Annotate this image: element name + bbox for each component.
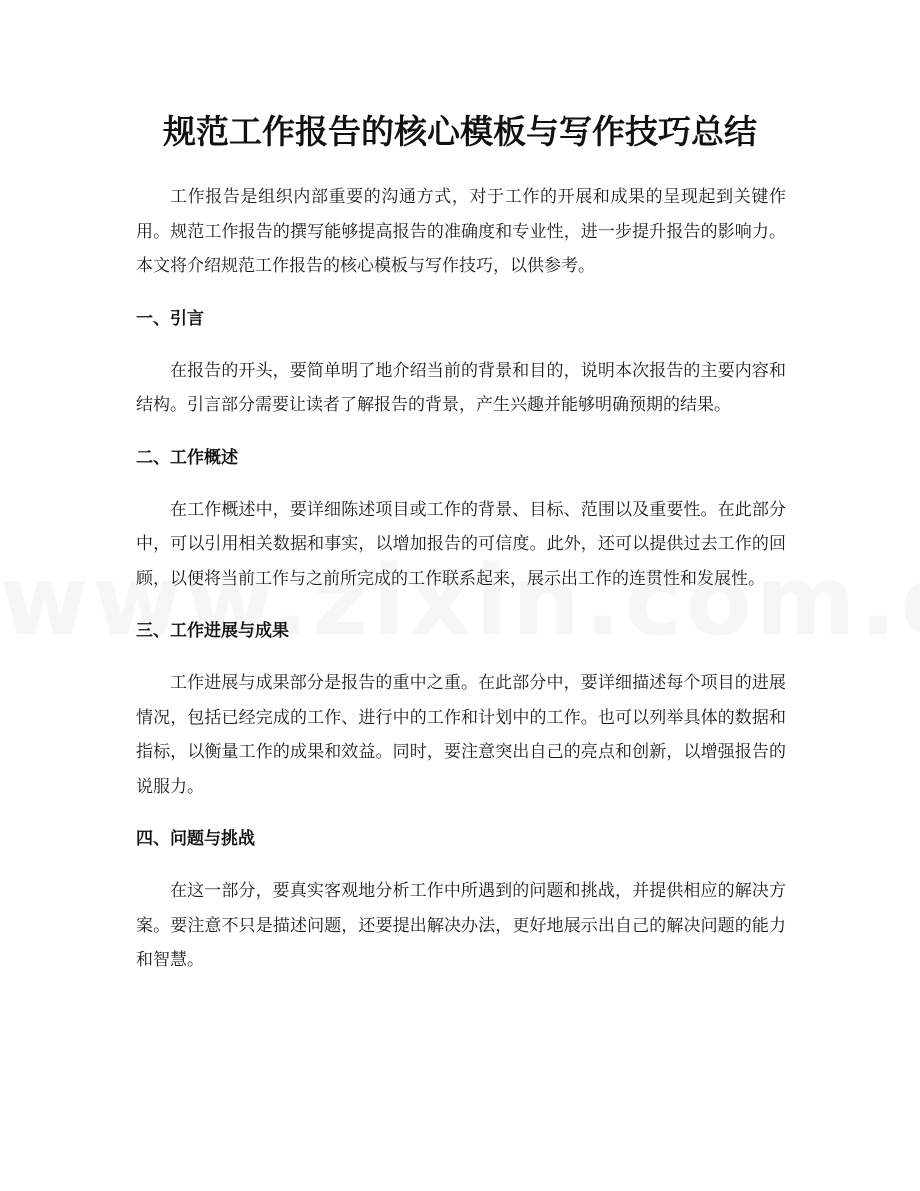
- section-body-work-overview: 在工作概述中，要详细陈述项目或工作的背景、目标、范围以及重要性。在此部分中，可以引用相关数据和事实，以增加报告的可信度。此外，还可以提供过去工作的回顾，以便将当前工作与之前所完成的工作联系起来，展示出工作的连贯性和发展性。: [136, 499, 786, 589]
- document-body: [136, 180, 786, 978]
- section-heading-progress-results: 三、工作进展与成果: [136, 621, 289, 641]
- section-body-problems-challenges: 在这一部分，要真实客观地分析工作中所遇到的问题和挑战，并提供相应的解决方案。要注意不只是描述问题，还要提出解决办法，更好地展示出自己的解决问题的能力和智慧。: [136, 881, 786, 970]
- section-heading-problems-challenges: 四、问题与挑战: [136, 829, 255, 849]
- section-heading-work-overview: 二、工作概述: [136, 447, 238, 468]
- section-body-progress-results: 工作进展与成果部分是报告的重中之重。在此部分中，要详细描述每个项目的进展情况，包括已经完成的工作、进行中的工作和计划中的工作。也可以列举具体的数据和指标，以衡量工作的成果和效益。同时，要注意突出自己的亮点和创新，以增强报告的说服力。: [136, 673, 786, 797]
- document-title: 规范工作报告的核心模板与写作技巧总结: [163, 112, 757, 151]
- intro-paragraph: 工作报告是组织内部重要的沟通方式，对于工作的开展和成果的呈现起到关键作用。规范工作报告的撰写能够提高报告的准确度和专业性，进一步提升报告的影响力。本文将介绍规范工作报告的核心模板与写作技巧，以供参考。: [136, 187, 786, 276]
- section-body-introduction: 在报告的开头，要简单明了地介绍当前的背景和目的，说明本次报告的主要内容和结构。引言部分需要让读者了解报告的背景，产生兴趣并能够明确预期的结果。: [136, 360, 786, 415]
- section-heading-introduction: 一、引言: [136, 308, 204, 329]
